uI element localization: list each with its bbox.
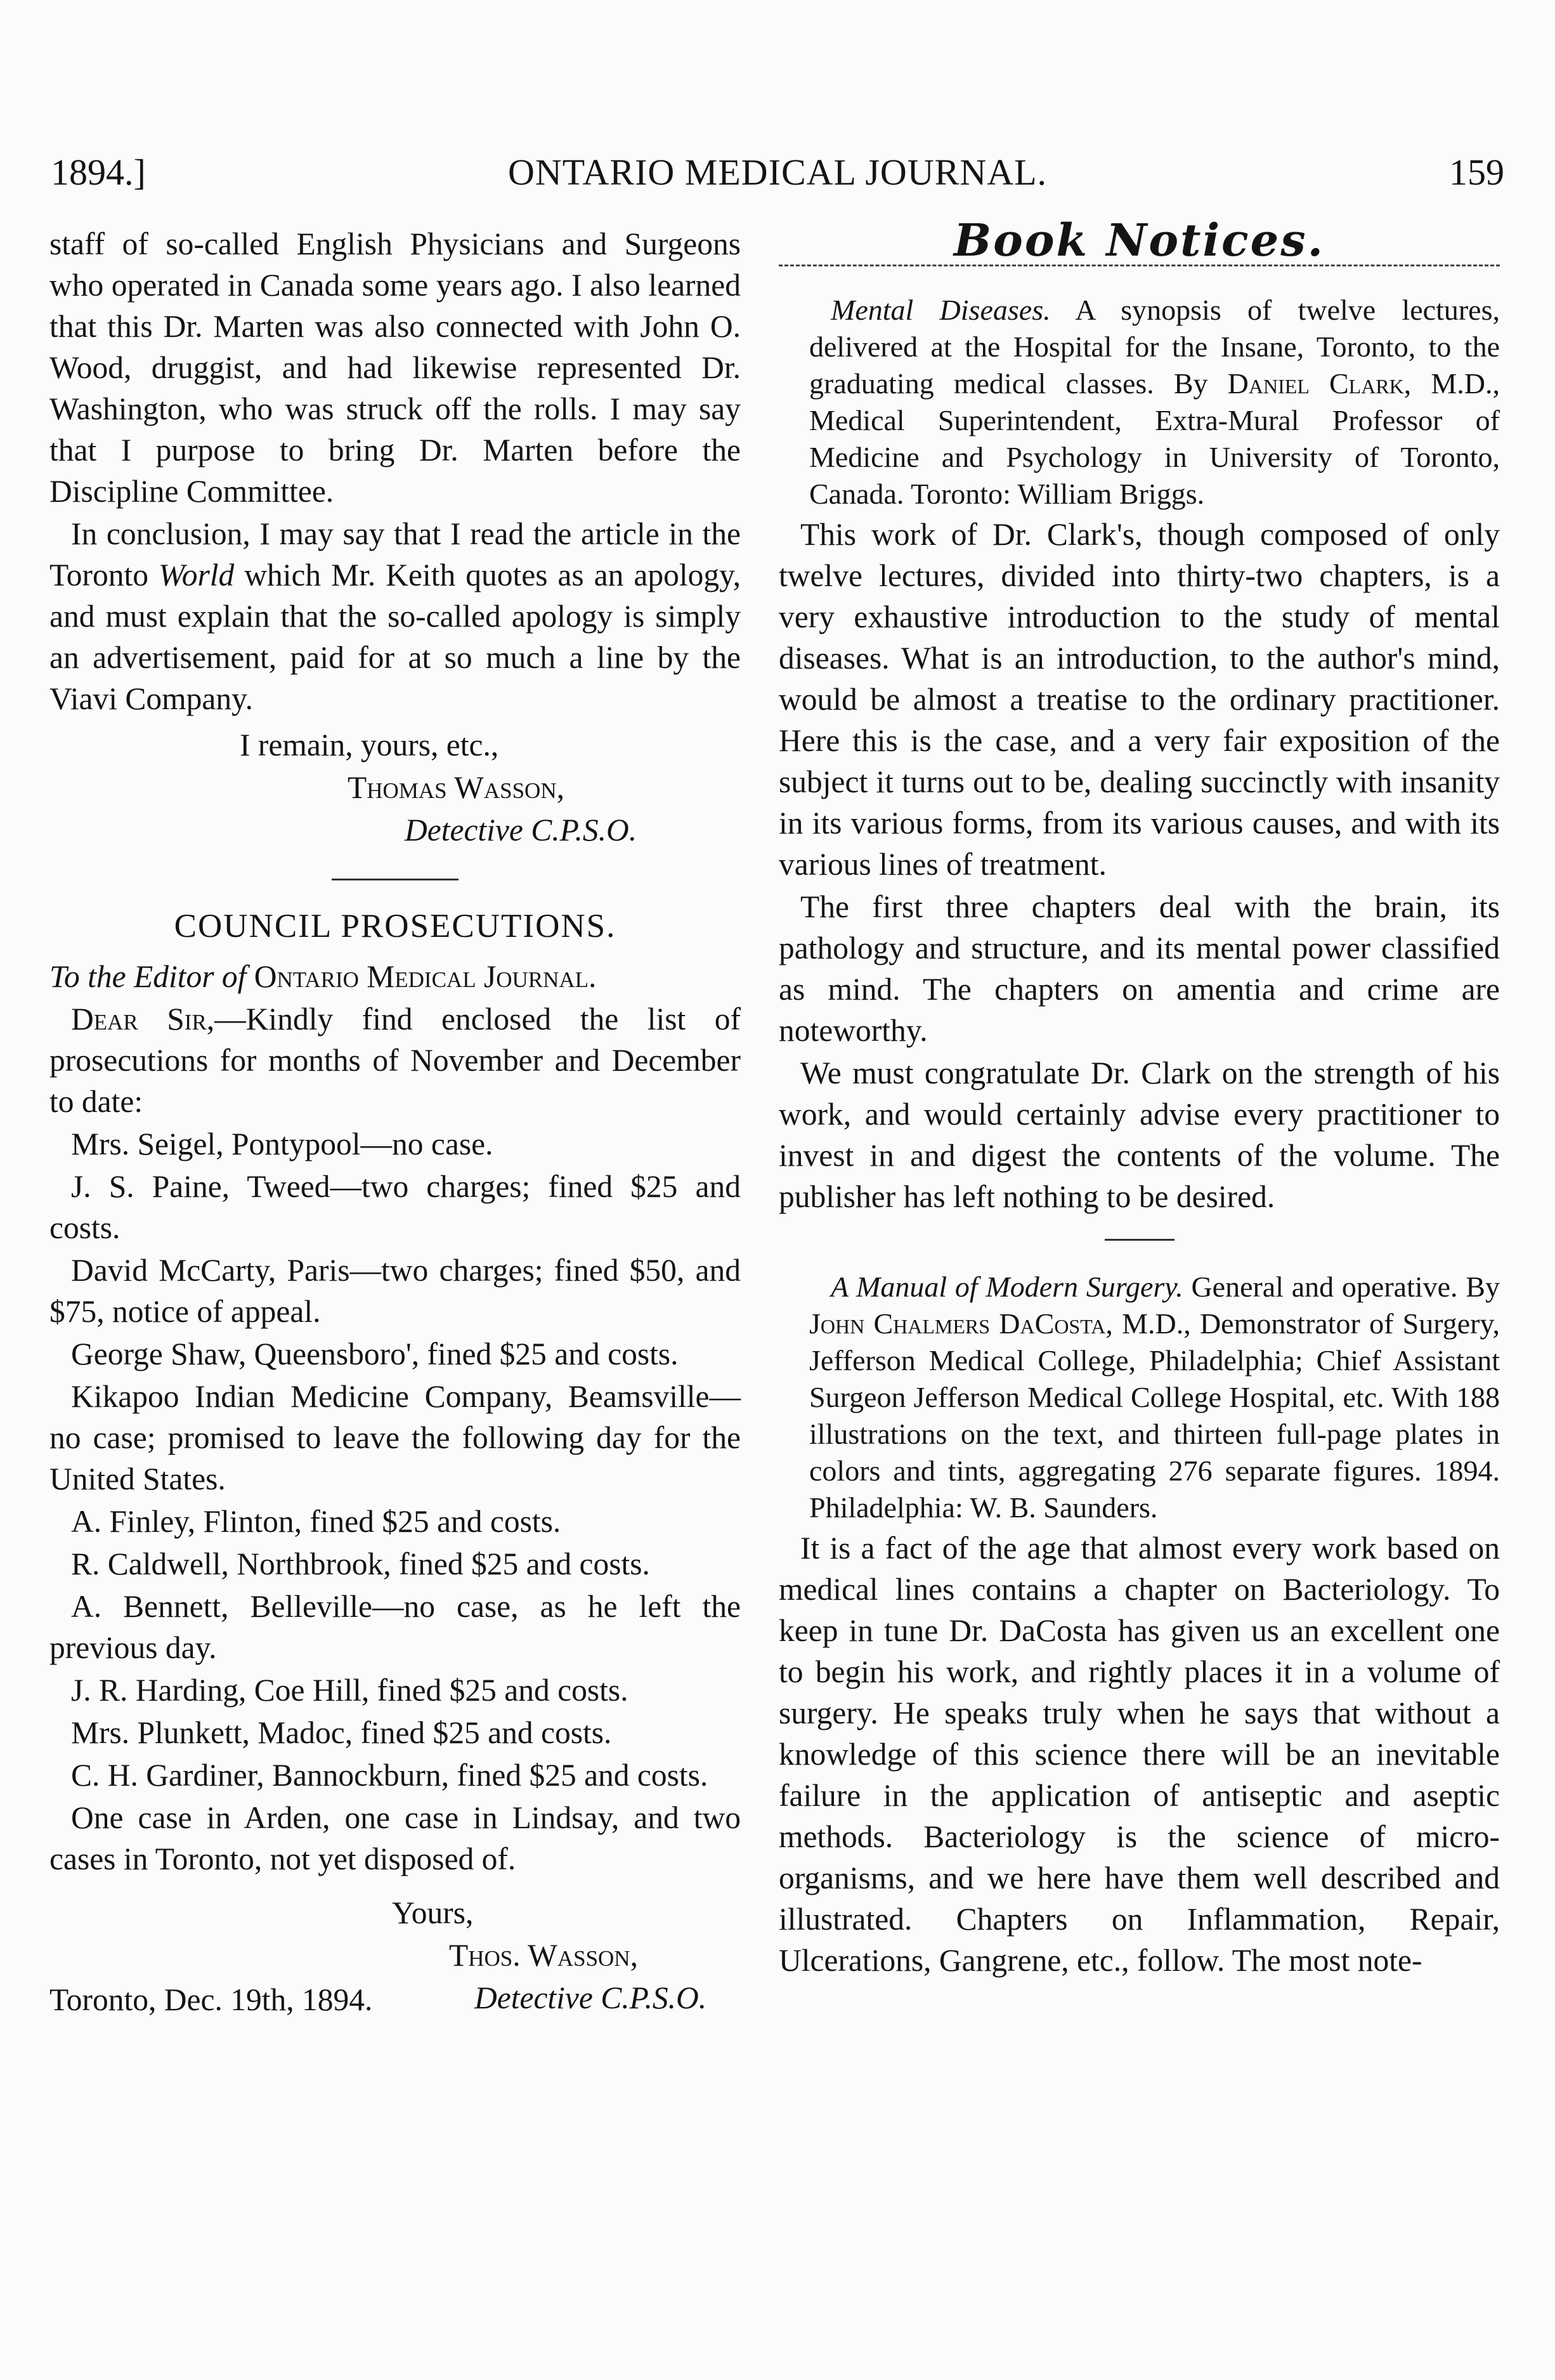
conclusion-text-end: which Mr. Keith quotes as an apology, and must explain that the so-called apology is simply an advertisement, paid for at so much a line by the Viavi Company. <box>49 558 741 716</box>
book-notice-1-text: A synopsis of twelve lectures, delivered at the Hospital for the Insane, Toronto, to the graduating medical classes. By <box>809 294 1500 400</box>
short-divider <box>1105 1239 1174 1241</box>
journal-name-smallcaps: Ontario Medical Journal. <box>254 959 597 994</box>
to-editor-italic: To the Editor of <box>49 959 254 994</box>
letter-continuation-paragraph: staff of so-called English Physicians and Surgeons who operated in Canada some years ago. I also learned that this Dr. Marten was also connected with John O. Wood, druggist, and had likewise represented Dr. Washington, who was struck off the rolls. I may say that I purpose to bring Dr. Marten before the Discipline Committee. <box>49 226 741 509</box>
to-editor-line <box>49 956 741 997</box>
conclusion-text: In conclusion, I may say that I read the article in the Toronto <box>49 516 741 592</box>
salutation-paragraph <box>49 998 741 1122</box>
signer-name-2: Thos. Wasson, <box>449 1938 638 1973</box>
conclusion-paragraph <box>49 513 741 719</box>
list-item: One case in Arden, one case in Lindsay, and two cases in Toronto, not yet disposed of. <box>49 1800 741 1876</box>
list-item: Mrs. Plunkett, Madoc, fined $25 and costs. <box>71 1715 612 1750</box>
list-item: J. R. Harding, Coe Hill, fined $25 and costs. <box>71 1673 628 1708</box>
list-item: C. H. Gardiner, Bannockburn, fined $25 and costs. <box>71 1758 708 1793</box>
review-paragraph: This work of Dr. Clark's, though composed of only twelve lectures, divided into thirty-two chapters, is a very exhaustive introduction to the study of mental diseases. What is an introduction, to the author's mind, would be almost a treatise to the ordinary practitioner. Here this is the case, and a very fair exposition of the subject it turns out to be, dealing succinctly with insanity in its various forms, from its various causes, and with its various lines of treatment. <box>779 517 1500 882</box>
page-number: 159 <box>1449 152 1504 193</box>
list-item: David McCarty, Paris—two charges; fined $50, and $75, notice of appeal. <box>49 1253 741 1329</box>
list-item: A. Bennett, Belleville—no case, as he left the previous day. <box>49 1589 741 1665</box>
signer-title <box>49 809 741 851</box>
review-paragraph: The first three chapters deal with the brain, its pathology and structure, and its mental power classified as mind. The chapters on amentia and crime are noteworthy. <box>779 889 1500 1048</box>
list-item: Mrs. Seigel, Pontypool—no case. <box>71 1127 493 1161</box>
signer-title-2-text: Detective C.P.S.O. <box>474 1980 707 2015</box>
book-title-2: A Manual of Modern Surgery. <box>831 1271 1183 1303</box>
book-title-1: Mental Diseases. <box>831 294 1051 326</box>
closing-remain: I remain, yours, etc., <box>240 728 499 762</box>
signer-name: Thomas Wasson, <box>348 770 564 805</box>
header-year: 1894.] <box>51 152 146 193</box>
signer-title-text: Detective C.P.S.O. <box>405 813 637 847</box>
list-item: R. Caldwell, Northbrook, fined $25 and costs. <box>71 1546 650 1581</box>
book-notices-title: Book Notices. <box>954 214 1325 266</box>
running-header <box>51 151 1504 202</box>
book-author-1: Daniel Clark, M.D. <box>1227 367 1493 400</box>
journal-title: ONTARIO MEDICAL JOURNAL. <box>507 152 1048 193</box>
list-item: Kikapoo Indian Medicine Company, Beamsville—no case; promised to leave the following day for the United States. <box>49 1379 741 1496</box>
dateline: Toronto, Dec. 19th, 1894. <box>49 1982 373 2017</box>
council-prosecutions-heading: COUNCIL PROSECUTIONS. <box>174 908 616 945</box>
newspaper-name: World <box>159 558 235 592</box>
list-item: A. Finley, Flinton, fined $25 and costs. <box>71 1504 561 1539</box>
book-notice-2-text: General and operative. By <box>1183 1271 1500 1303</box>
salutation-text: —Kindly find enclosed the list of prosecutions for months of November and December to date: <box>49 1002 741 1119</box>
closing-yours: Yours, <box>392 1895 474 1930</box>
right-column <box>779 214 1500 1982</box>
prosecutions-list <box>49 1123 741 1880</box>
book-author-2: John Chalmers DaCosta <box>809 1307 1106 1340</box>
review-paragraph-2: It is a fact of the age that almost every work based on medical lines contains a chapter on Bacteriology. To keep in tune Dr. DaCosta has given us an excellent one to begin his work, and rightly places it in a volume of surgery. He speaks truly when he says that without a knowledge of this science there will be an inevitable failure in the application of antiseptic and aseptic methods. Bacteriology is the science of micro-organisms, and we here have them well described and illustrated. Chapters on Inflammation, Repair, Ulcerations, Gangrene, etc., follow. The most note- <box>779 1531 1500 1978</box>
salutation: Dear Sir, <box>71 1002 215 1036</box>
left-column <box>49 223 741 2022</box>
section-divider <box>332 879 459 880</box>
list-item: J. S. Paine, Tweed—two charges; fined $25 and costs. <box>49 1169 741 1245</box>
book-notice-2-text-end: , M.D., Demonstrator of Surgery, Jefferson Medical College, Philadelphia; Chief Assistant Surgeon Jefferson Medical College Hospital, etc. With 188 illustrations on the text, and thirteen full-page plates in colors and tints, aggregating 276 separate figures. 1894. Philadelphia: W. B. Saunders. <box>809 1307 1500 1524</box>
book-notice-1 <box>779 292 1500 513</box>
list-item: George Shaw, Queensboro', fined $25 and costs. <box>71 1337 679 1371</box>
book-notice-1-text-end: , Medical Superintendent, Extra-Mural Professor of Medicine and Psychology in University of Toronto, Canada. Toronto: William Briggs. <box>809 367 1500 510</box>
book-notice-2 <box>779 1269 1500 1526</box>
review-paragraph: We must congratulate Dr. Clark on the strength of his work, and would certainly advise every practitioner to invest in and digest the contents of the volume. The publisher has left nothing to be desired. <box>779 1056 1500 1214</box>
